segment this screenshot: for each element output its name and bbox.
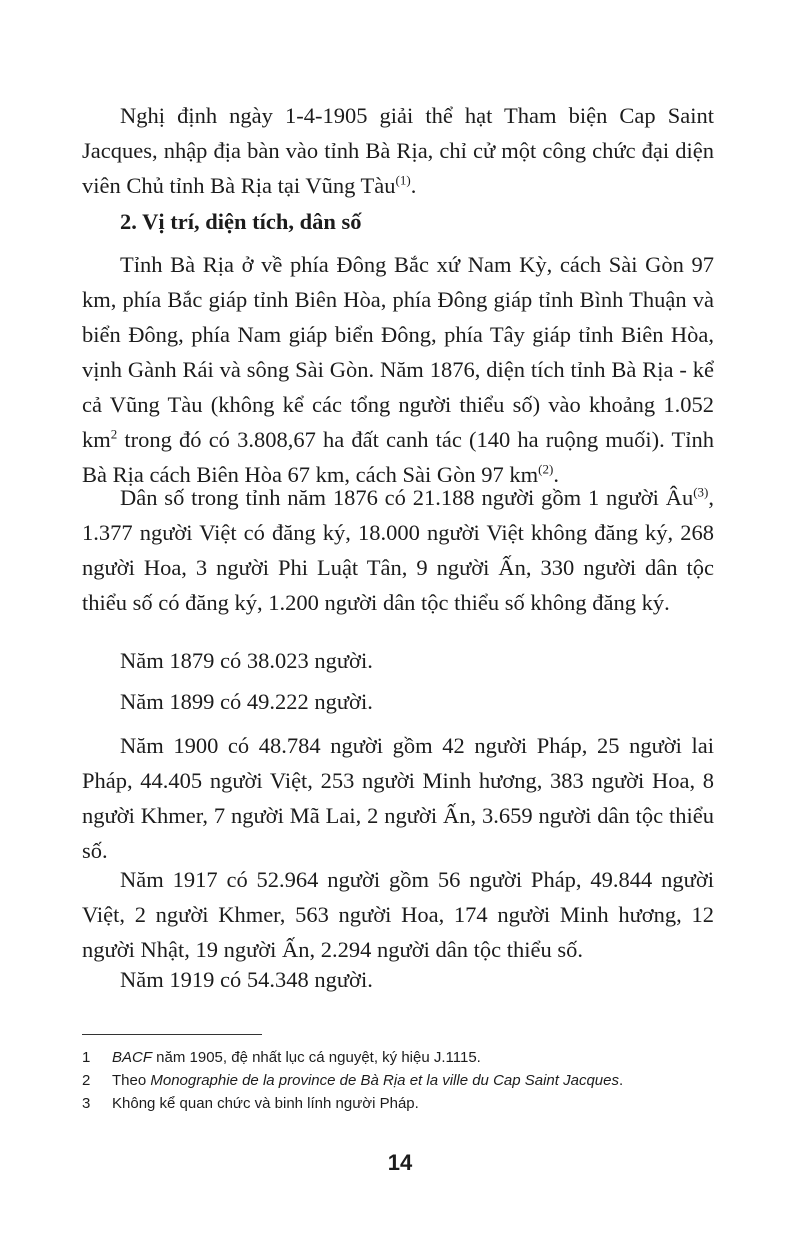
- footnote-number: 2: [82, 1072, 91, 1089]
- paragraph-text: Tỉnh Bà Rịa ở về phía Đông Bắc xứ Nam Kỳ, cách Sài Gòn 97 km, phía Bắc giáp tỉnh Biên Hòa, phía Đông giáp tỉnh Bình Thuận và biển Đông, phía Nam giáp biển Đông, phía Tây giáp tỉnh Biên Hòa, vịnh Gành Rái và sông Sài Gòn. Năm 1876, diện tích tỉnh Bà Rịa - kể cả Vũng Tàu (không kể các tổng người thiểu số) vào khoảng 1.052 km: [82, 252, 714, 452]
- paragraph-1917: Năm 1917 có 52.964 người gồm 56 người Pháp, 49.844 người Việt, 2 người Khmer, 563 người Hoa, 174 người Minh hương, 12 người Nhật, 19 người Ấn, 2.294 người dân tộc thiểu số.: [82, 867, 714, 962]
- footnote-number: 3: [82, 1095, 91, 1112]
- footnote-item: [82, 1092, 722, 1115]
- superscript-unit: 2: [110, 426, 118, 442]
- paragraph-text: Nghị định ngày 1-4-1905 giải thể hạt Tham biện Cap Saint Jacques, nhập địa bàn vào tỉnh Bà Rịa, chỉ cử một công chức đại diện viên Chủ tỉnh Bà Rịa tại Vũng Tàu: [82, 103, 714, 198]
- paragraph-1919: Năm 1919 có 54.348 người.: [120, 967, 373, 992]
- footnote-ref: (2): [538, 461, 554, 477]
- page-number: 14: [387, 1150, 413, 1175]
- footnote-item: [82, 1069, 722, 1092]
- footnote-body: Không kể quan chức và binh lính người Pháp.: [112, 1095, 419, 1112]
- footnote-italic: BACF: [112, 1049, 153, 1066]
- paragraph-punct: .: [410, 173, 417, 198]
- footnote-text: [112, 1069, 623, 1092]
- paragraph-text: , 1.377 người Việt có đăng ký, 18.000 người Việt không đăng ký, 268 người Hoa, 3 người Phi Luật Tân, 9 người Ấn, 330 người dân tộc thiểu số có đăng ký, 1.200 người dân tộc thiểu số không đăng ký.: [82, 485, 714, 615]
- footnote-item: [82, 1046, 722, 1069]
- paragraph-1879: Năm 1879 có 38.023 người.: [120, 648, 373, 673]
- footnote-ref: (1): [395, 172, 411, 188]
- footnote-body: năm 1905, đệ nhất lục cá nguyệt, ký hiệu J.1115.: [152, 1049, 481, 1066]
- paragraph-punct: .: [553, 462, 559, 487]
- paragraph-population-1876: [82, 480, 714, 620]
- paragraph-1900: Năm 1900 có 48.784 người gồm 42 người Pháp, 25 người lai Pháp, 44.405 người Việt, 253 người Minh hương, 383 người Hoa, 8 người Khmer, 7 người Mã Lai, 2 người Ấn, 3.659 người dân tộc thiểu số.: [82, 733, 714, 863]
- paragraph-1899: Năm 1899 có 49.222 người.: [120, 689, 373, 714]
- footnote-number: 1: [82, 1049, 91, 1066]
- section-heading: 2. Vị trí, diện tích, dân số: [120, 209, 362, 234]
- paragraph-text: trong đó có 3.808,67 ha đất canh tác (140 ha ruộng muối). Tỉnh Bà Rịa cách Biên Hòa 67 km, cách Sài Gòn 97 km: [82, 427, 714, 487]
- paragraph-decree: [82, 98, 714, 203]
- paragraph-location: [82, 247, 714, 492]
- footnote-divider: [82, 1034, 262, 1035]
- footnote-punct: .: [618, 1072, 624, 1089]
- paragraph-text: Dân số trong tỉnh năm 1876 có 21.188 người gồm 1 người Âu: [120, 485, 694, 510]
- footnote-text: [112, 1046, 481, 1069]
- footnote-ref: (3): [693, 484, 709, 500]
- footnote-italic: Monographie de la province de Bà Rịa et la ville du Cap Saint Jacques: [150, 1072, 619, 1089]
- footnote-body: Theo: [112, 1072, 151, 1089]
- footnotes: [82, 1046, 722, 1115]
